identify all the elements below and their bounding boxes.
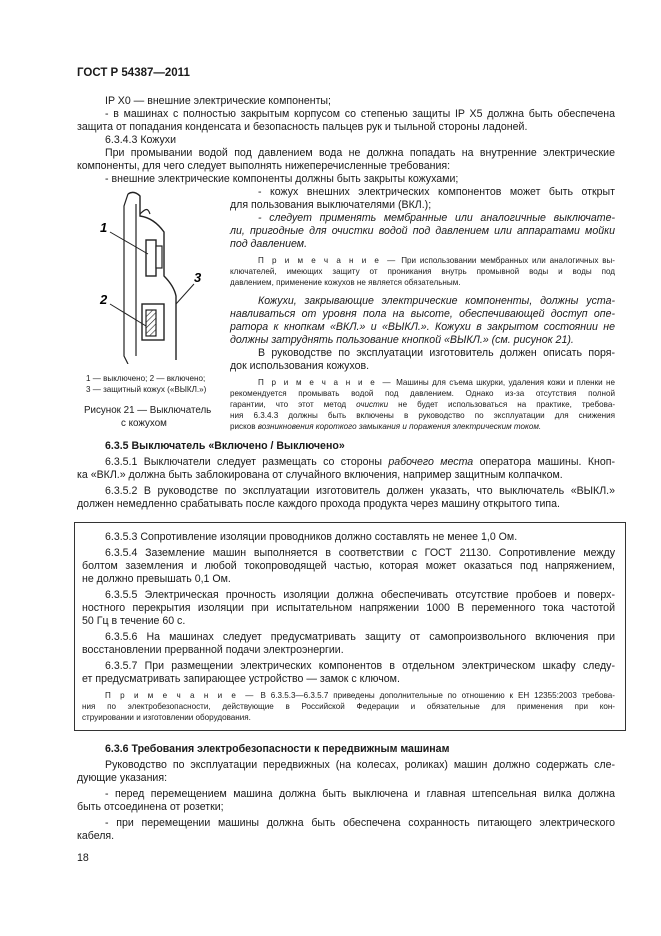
paragraph-line: - кожух внешних электрических компонентов может быть открыт bbox=[258, 186, 615, 198]
paragraph-line: При промывании водой под давлением вода не должна попадать на внутренние электрические bbox=[105, 147, 615, 159]
note-line: давлением, применение кожухов не является обязательным. bbox=[230, 278, 461, 287]
hinge bbox=[140, 210, 150, 215]
note-line bbox=[230, 399, 615, 410]
document-header: ГОСТ Р 54387—2011 bbox=[77, 67, 190, 79]
figure-label-2: 2 bbox=[100, 292, 108, 307]
paragraph-line: ли, пригодные для очистки водой под давлением или аппаратами мойки bbox=[230, 225, 615, 237]
switch-on-button bbox=[156, 246, 162, 268]
paragraph-line: Руководство по эксплуатации передвижных (на колесах, роликах) машин должно содержать сле- bbox=[105, 759, 615, 771]
paragraph-line: док использования кожухов. bbox=[230, 360, 370, 372]
intro-line: - в машинах с полностью закрытым корпусом со степенью защиты IP X5 должна быть обеспечена bbox=[105, 108, 615, 120]
note-line: рекомендуется промывать водой под давлением. Однако из-за отсутствия полной bbox=[230, 389, 615, 398]
figure-legend: 1 — выключено; 2 — включено; bbox=[86, 374, 206, 383]
section-heading-6343: 6.3.4.3 Кожухи bbox=[105, 134, 177, 146]
figure-label-1: 1 bbox=[100, 220, 108, 235]
boxed-line: не должно превышать 0,1 Ом. bbox=[82, 573, 231, 585]
switch-on bbox=[146, 240, 156, 276]
paragraph-line: - при перемещении машины должна быть обеспечена сохранность питающего электрического bbox=[105, 817, 615, 829]
boxed-line: болтом заземления и любой токопроводящей частью, которая может оказаться под напряжением, bbox=[82, 560, 615, 572]
note-label: П р и м е ч а н и е — bbox=[258, 378, 393, 387]
boxed-line: 6.3.5.6 На машинах следует предусматривать защиту от самопроизвольного включения при bbox=[105, 631, 615, 643]
intro-line: защита от попадания конденсата и безопасность пальцев рук и тыльной стороны ладоней. bbox=[77, 121, 528, 133]
boxed-line: 6.3.5.7 При размещении электрических компонентов в отдельном электрическом шкафу следу- bbox=[105, 660, 615, 672]
note-line bbox=[258, 255, 615, 266]
paragraph-line: 6.3.5.2 В руководстве по эксплуатации изготовитель должен указать, что выключатель «ВЫКЛ.» bbox=[105, 485, 615, 497]
switch-off-button bbox=[146, 310, 156, 336]
note-text-italic: очистки bbox=[356, 400, 389, 409]
paragraph-line: быть отсоединена от розетки; bbox=[77, 801, 224, 813]
boxed-note-line bbox=[105, 690, 615, 701]
boxed-line: 50 Гц в течение 60 с. bbox=[82, 615, 186, 627]
boxed-line: 6.3.5.4 Заземление машин выполняется в соответствии с ГОСТ 21130. Сопротивление между bbox=[105, 547, 615, 559]
paragraph-line: для пользования выключателями (ВКЛ.); bbox=[230, 199, 432, 211]
paragraph-line: ка «ВКЛ.» должна быть заблокирована от случайного включения, например защитным колпачком. bbox=[77, 469, 563, 481]
housing-edge bbox=[124, 194, 128, 364]
intro-line: IP X0 — внешние электрические компоненты; bbox=[105, 95, 331, 107]
note-text: При использовании мембранных или аналогичных вы- bbox=[401, 256, 616, 265]
paragraph-line: навливаться от уровня пола на высоте, обеспечивающей доступ опе- bbox=[230, 308, 615, 320]
boxed-line: ет предусматривать запирающее устройство — замок с ключом. bbox=[82, 673, 400, 685]
paragraph-line: должны затруднять пользование кнопкой «ВЫКЛ.» (см. рисунок 21). bbox=[230, 334, 574, 346]
boxed-note-line: струировании и изготовлении оборудования. bbox=[82, 713, 251, 722]
note-line bbox=[230, 421, 541, 432]
text-run: 6.3.5.1 Выключатели следует размещать со стороны bbox=[105, 456, 382, 468]
paragraph-line: должен немедленно срабатывать после каждого прохода продукта через машину открытого типа. bbox=[77, 498, 560, 510]
figure-caption: с кожухом bbox=[121, 418, 167, 429]
note-line bbox=[258, 377, 615, 388]
boxed-line: 6.3.5.5 Электрическая прочность изоляции должна обеспечивать отсутствие пробоев и поверх- bbox=[105, 589, 615, 601]
text-run: оператора машины. Кноп- bbox=[479, 456, 616, 468]
boxed-note-line: ния по электробезопасности, действующие в Российской Федерации и обязательные для применения при кон- bbox=[82, 702, 615, 711]
note-text: рисков bbox=[230, 422, 256, 431]
text-run-italic: рабочего места bbox=[388, 456, 474, 468]
paragraph-line: - перед перемещением машина должна быть выключена и главная штепсельная вилка должна bbox=[105, 788, 615, 800]
page-number: 18 bbox=[77, 852, 89, 864]
figure-legend: 3 — защитный кожух («ВЫКЛ.») bbox=[86, 385, 207, 394]
note-text-italic: возникновения короткого замыкания и поражения электрическим током. bbox=[257, 422, 542, 431]
paragraph-line: компоненты, для чего следует выполнять нижеперечисленные требования: bbox=[77, 160, 451, 172]
paragraph-line: - следует применять мембранные или аналогичные выключате- bbox=[258, 212, 615, 224]
note-text: В 6.3.5.3—6.3.5.7 приведены дополнительные по отношению к ЕН 12355:2003 требова- bbox=[260, 691, 615, 700]
paragraph-line: В руководстве по эксплуатации изготовитель должен описать поря- bbox=[258, 347, 615, 359]
note-text: Машины для съема шкурки, удаления кожи и пленки не bbox=[396, 378, 615, 387]
leader-line-3 bbox=[176, 284, 194, 304]
note-line: ния 6.3.4.3 должны быть включены в руководство по эксплуатации для снижения bbox=[230, 411, 615, 420]
boxed-line: 6.3.5.3 Сопротивление изоляции проводников должно составлять не менее 1,0 Ом. bbox=[105, 531, 518, 543]
paragraph-line bbox=[105, 456, 615, 469]
leader-line-1 bbox=[110, 232, 148, 254]
note-label: П р и м е ч а н и е — bbox=[258, 256, 398, 265]
paragraph-line: - внешние электрические компоненты должны быть закрыты кожухами; bbox=[105, 173, 459, 185]
note-text: не будет использоваться на практике, требова- bbox=[398, 400, 616, 409]
paragraph-line: под давлением. bbox=[230, 238, 308, 250]
paragraph-line: Кожухи, закрывающие электрические компоненты, должны уста- bbox=[258, 295, 615, 307]
paragraph-line: дующие указания: bbox=[77, 772, 168, 784]
figure-caption: Рисунок 21 — Выключатель bbox=[84, 405, 212, 416]
figure-21-switch-diagram bbox=[84, 186, 218, 364]
note-line: ключателей, имеющих защиту от проникания внутрь промывной воды и воды под bbox=[230, 267, 615, 276]
switch-cover-drawing bbox=[84, 186, 218, 364]
section-heading-635: 6.3.5 Выключатель «Включено / Выключено» bbox=[105, 440, 345, 452]
paragraph-line: ратора к кнопкам «ВКЛ.» и «ВЫКЛ.». Кожухи в закрытом состоянии не bbox=[230, 321, 615, 333]
note-label: П р и м е ч а н и е — bbox=[105, 691, 256, 700]
boxed-line: ностного перекрытия изоляции при испытательном напряжении 1000 В переменного тока частотой bbox=[82, 602, 615, 614]
section-heading-636: 6.3.6 Требования электробезопасности к передвижным машинам bbox=[105, 743, 450, 755]
note-text: гарантии, что этот метод bbox=[230, 400, 347, 409]
paragraph-line: кабеля. bbox=[77, 830, 115, 842]
boxed-line: восстановлении прерванной подачи электроэнергии. bbox=[82, 644, 344, 656]
figure-label-3: 3 bbox=[194, 270, 202, 285]
leader-line-2 bbox=[110, 304, 146, 326]
